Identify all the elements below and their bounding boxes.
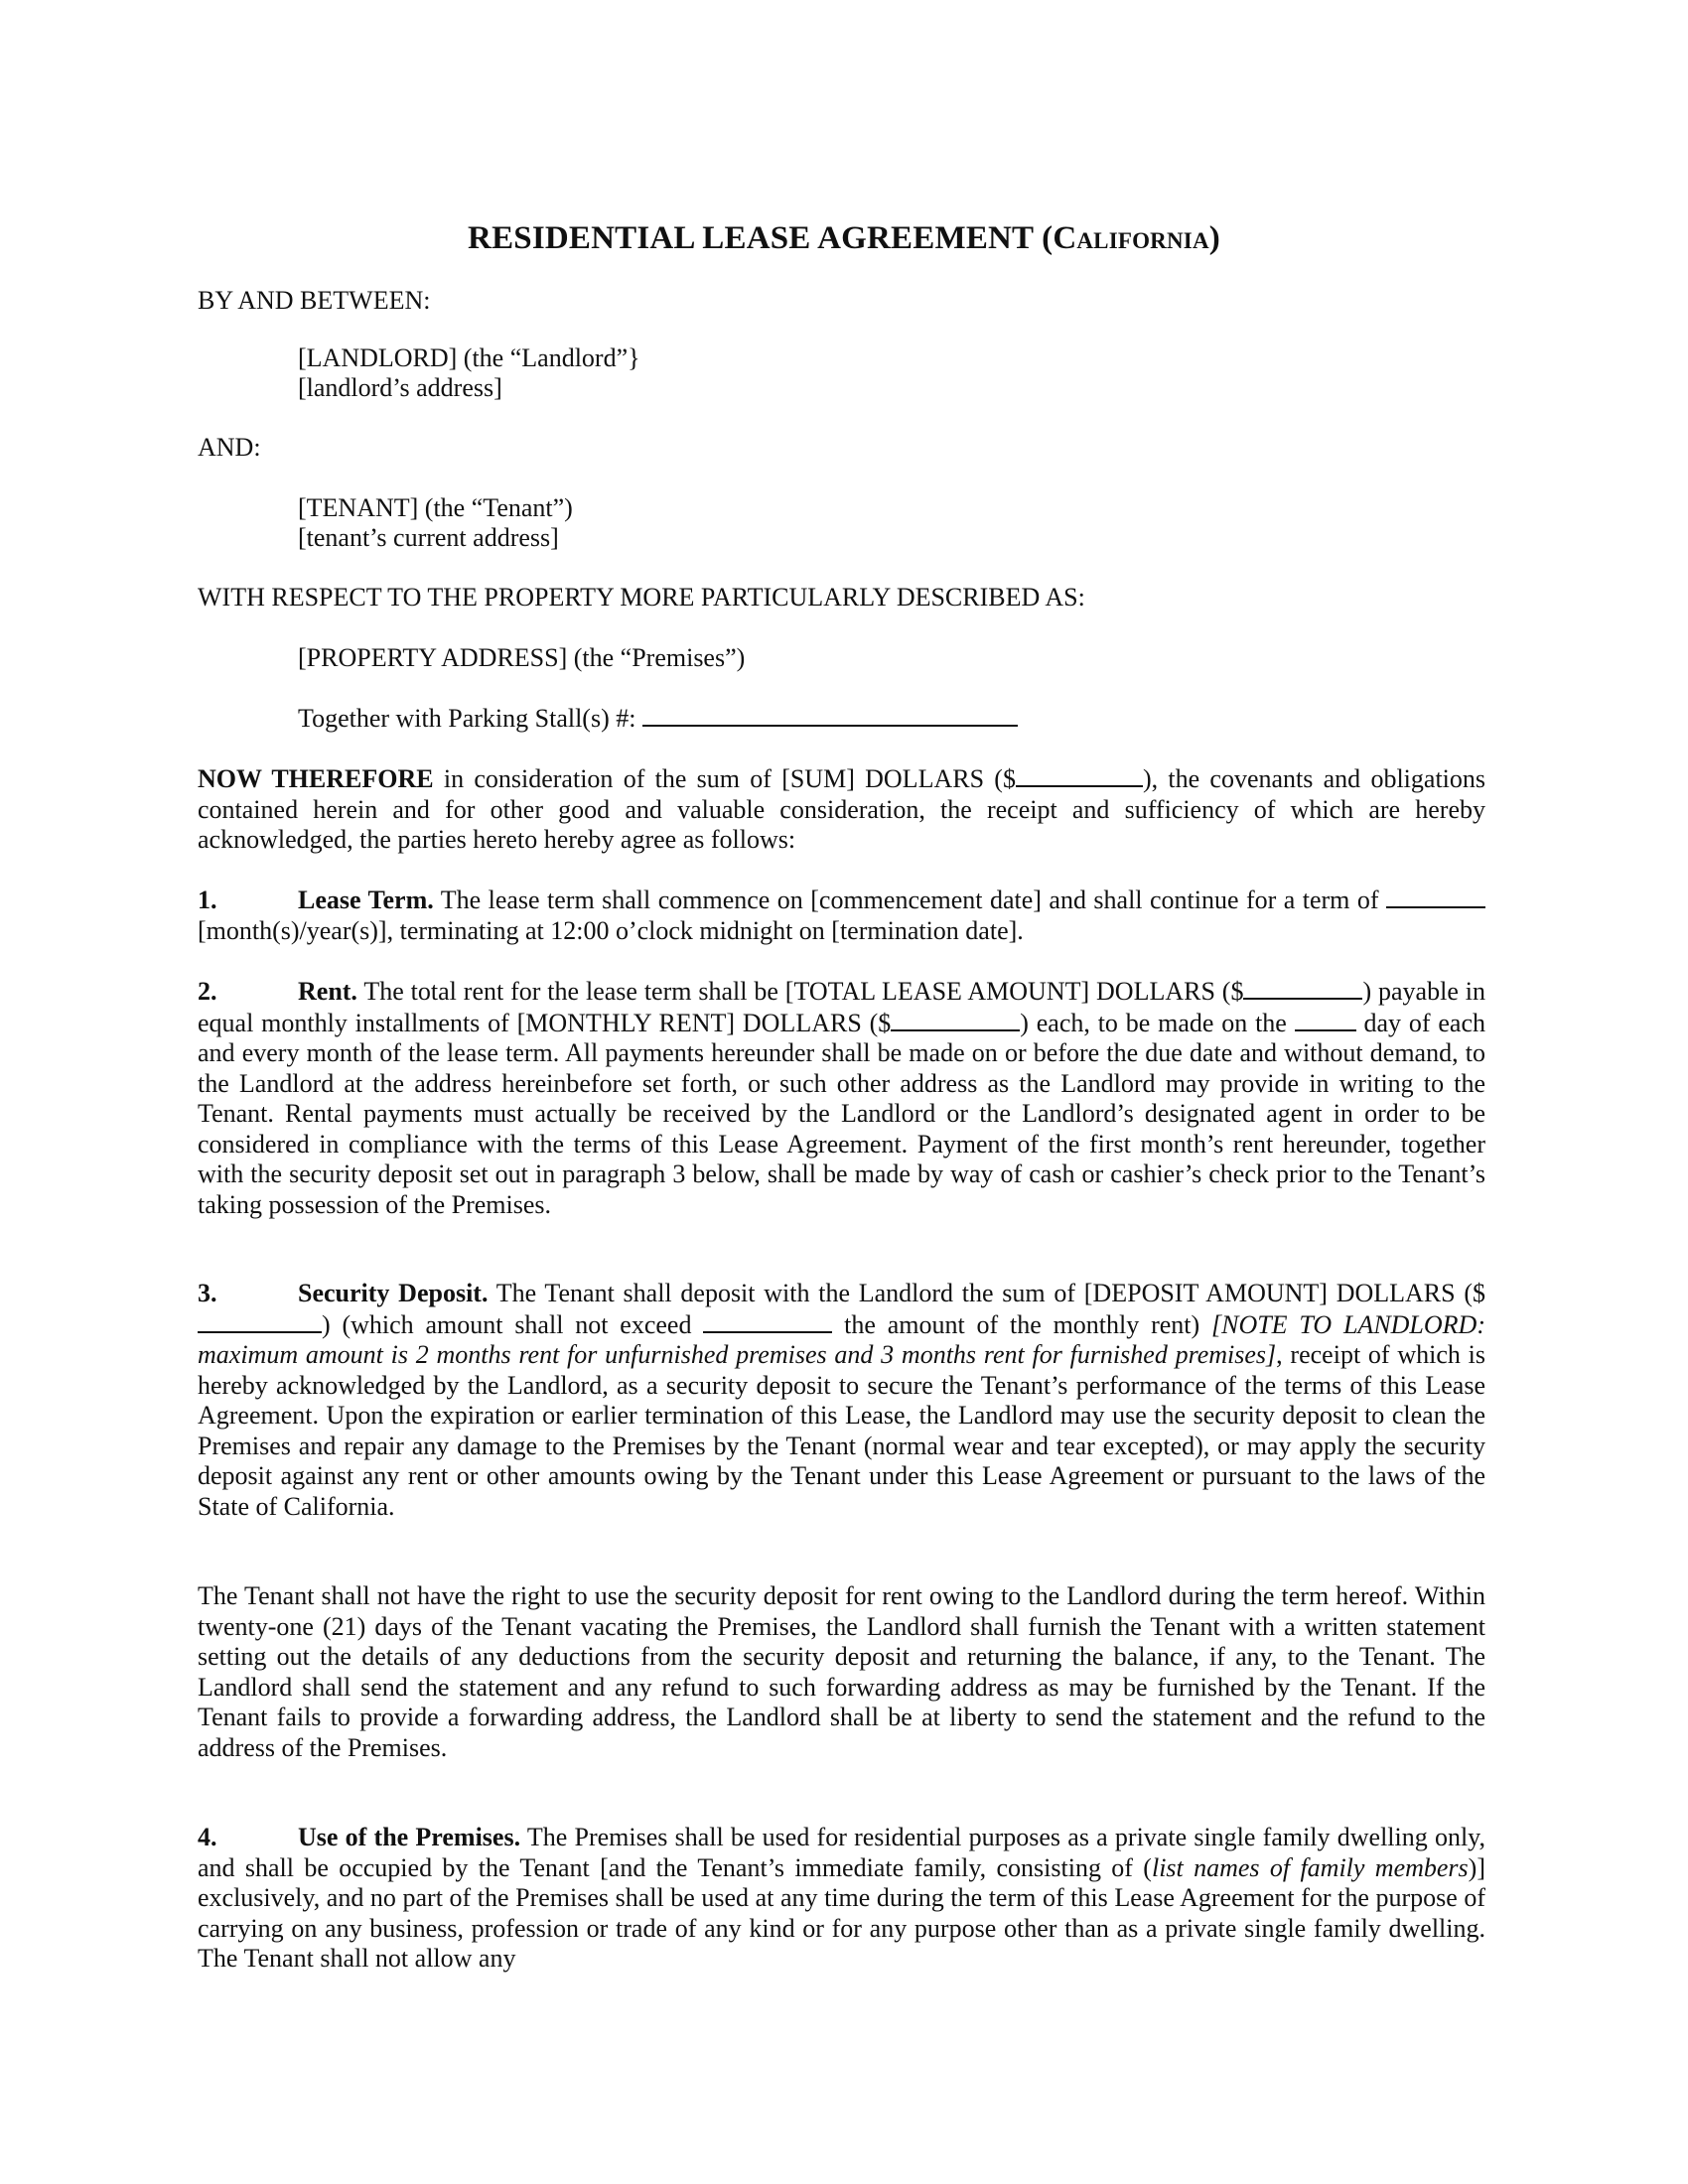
landlord-line: [LANDLORD] (the “Landlord”}	[298, 343, 640, 372]
section-3-security-deposit	[198, 1279, 1485, 1522]
section-4-number: 4.	[198, 1823, 217, 1851]
recital-paragraph	[198, 763, 1485, 856]
section-3-text-4: , receipt of which is hereby acknowledged by the Landlord, as a security deposit to secure the Tenant’s performance of the terms of this Lease Agreement. Upon the expiration or earlier termination of this Lease, the Landlord may use the security deposit to clean the Premises and repair any damage to the Premises by the Tenant (normal wear and tear excepted), or may apply the security deposit against any rent or other amounts owing by the Tenant under this Lease Agreement or pursuant to the laws of the State of California.	[198, 1340, 1485, 1521]
section-3-continued: The Tenant shall not have the right to use the security deposit for rent owing to the Landlord during the term hereof. Within twenty-one (21) days of the Tenant vacating the Premises, the Landlord shall furnish the Tenant with a written statement setting out the details of any deductions from the security deposit and returning the balance, if any, to the Tenant. The Landlord shall send the statement and any refund to such forwarding address as may be furnished by the Tenant. If the Tenant fails to provide a forwarding address, the Landlord shall be at liberty to send the statement and the refund to the address of the Premises.	[198, 1581, 1485, 1762]
section-2-rent	[198, 976, 1485, 1220]
sum-blank[interactable]	[1016, 763, 1143, 787]
section-3-number: 3.	[198, 1279, 217, 1307]
section-4-heading: Use of the Premises.	[298, 1823, 521, 1851]
term-length-blank[interactable]	[1386, 885, 1485, 908]
section-1-number: 1.	[198, 886, 217, 914]
title-state: (California)	[1042, 220, 1220, 256]
recital-text-2: ), the covenants and obligations contained herein and for other good and valuable consideration, the receipt and sufficiency of which are hereby acknowledged, the parties hereto hereby agree as follows:	[198, 764, 1486, 854]
section-4-text-2: )] exclusively, and no part of the Premises shall be used at any time during the term of this Lease Agreement for the purpose of carrying on any business, profession or trade of any kind or for any purpose other than as a private single family dwelling. The Tenant shall not allow any	[198, 1852, 1485, 1973]
tenant-address: [tenant’s current address]	[298, 523, 559, 552]
tenant-line: [TENANT] (the “Tenant”)	[298, 493, 573, 522]
deposit-limit-blank[interactable]	[703, 1309, 832, 1333]
section-1-lease-term	[198, 885, 1485, 946]
section-2-text-3: ) each, to be made on the	[1020, 1008, 1295, 1037]
and-label: AND:	[198, 433, 261, 462]
section-3-heading: Security Deposit.	[298, 1279, 489, 1307]
by-and-between-label: BY AND BETWEEN:	[198, 286, 431, 315]
section-1-text-1: The lease term shall commence on [commencement date] and shall continue for a term of	[433, 886, 1386, 914]
recital-text-1: in consideration of the sum of [SUM] DOLLARS ($	[433, 764, 1016, 793]
parking-label: Together with Parking Stall(s) #:	[298, 704, 636, 733]
section-4-use-of-premises	[198, 1823, 1485, 1975]
section-2-heading: Rent.	[298, 977, 357, 1006]
title-main: RESIDENTIAL LEASE AGREEMENT	[468, 220, 1034, 256]
property-intro: WITH RESPECT TO THE PROPERTY MORE PARTICULARLY DESCRIBED AS:	[198, 583, 1085, 612]
section-2-text-2: ) payable in equal monthly installments of [MONTHLY RENT] DOLLARS ($	[198, 977, 1485, 1037]
property-line: [PROPERTY ADDRESS] (the “Premises”)	[298, 643, 746, 672]
family-members-placeholder: list names of family members	[1151, 1852, 1469, 1882]
deposit-amount-blank[interactable]	[198, 1309, 322, 1333]
recital-lead: NOW THEREFORE	[198, 764, 434, 793]
section-2-number: 2.	[198, 977, 217, 1006]
section-2-text-1: The total rent for the lease term shall be [TOTAL LEASE AMOUNT] DOLLARS ($	[356, 977, 1244, 1006]
total-rent-blank[interactable]	[1243, 976, 1362, 1000]
section-1-text-2: [month(s)/year(s)], terminating at 12:00 o’clock midnight on [termination date].	[198, 915, 1024, 945]
parking-stall-blank[interactable]	[642, 703, 1018, 727]
section-3-text-3: the amount of the monthly rent)	[832, 1309, 1211, 1339]
section-1-heading: Lease Term.	[298, 886, 434, 914]
note-to-landlord: [NOTE TO LANDLORD: maximum amount is 2 months rent for unfurnished premises and 3 months rent for furnished premises]	[198, 1309, 1485, 1369]
due-day-blank[interactable]	[1295, 1008, 1356, 1031]
document-title	[0, 220, 1688, 257]
monthly-rent-blank[interactable]	[891, 1008, 1020, 1031]
section-2-text-4: day of each and every month of the lease term. All payments hereunder shall be made on or before the due date and without demand, to the Landlord at the address hereinbefore set forth, or such other address as the Landlord may provide in writing to the Tenant. Rental payments must actually be received by the Landlord or the Landlord’s designated agent in order to be considered in compliance with the terms of this Lease Agreement. Payment of the first month’s rent hereunder, together with the security deposit set out in paragraph 3 below, shall be made by way of cash or cashier’s check prior to the Tenant’s taking possession of the Premises.	[198, 1008, 1485, 1219]
section-4-text-1: The Premises shall be used for residential purposes as a private single family dwelling only, and shall be occupied by the Tenant [and the Tenant’s immediate family, consisting of (	[198, 1823, 1485, 1882]
parking-line	[298, 703, 1018, 734]
section-3-text-1: The Tenant shall deposit with the Landlord the sum of [DEPOSIT AMOUNT] DOLLARS ($	[488, 1279, 1485, 1307]
landlord-address: [landlord’s address]	[298, 373, 502, 402]
section-3-text-2: ) (which amount shall not exceed	[322, 1309, 704, 1339]
